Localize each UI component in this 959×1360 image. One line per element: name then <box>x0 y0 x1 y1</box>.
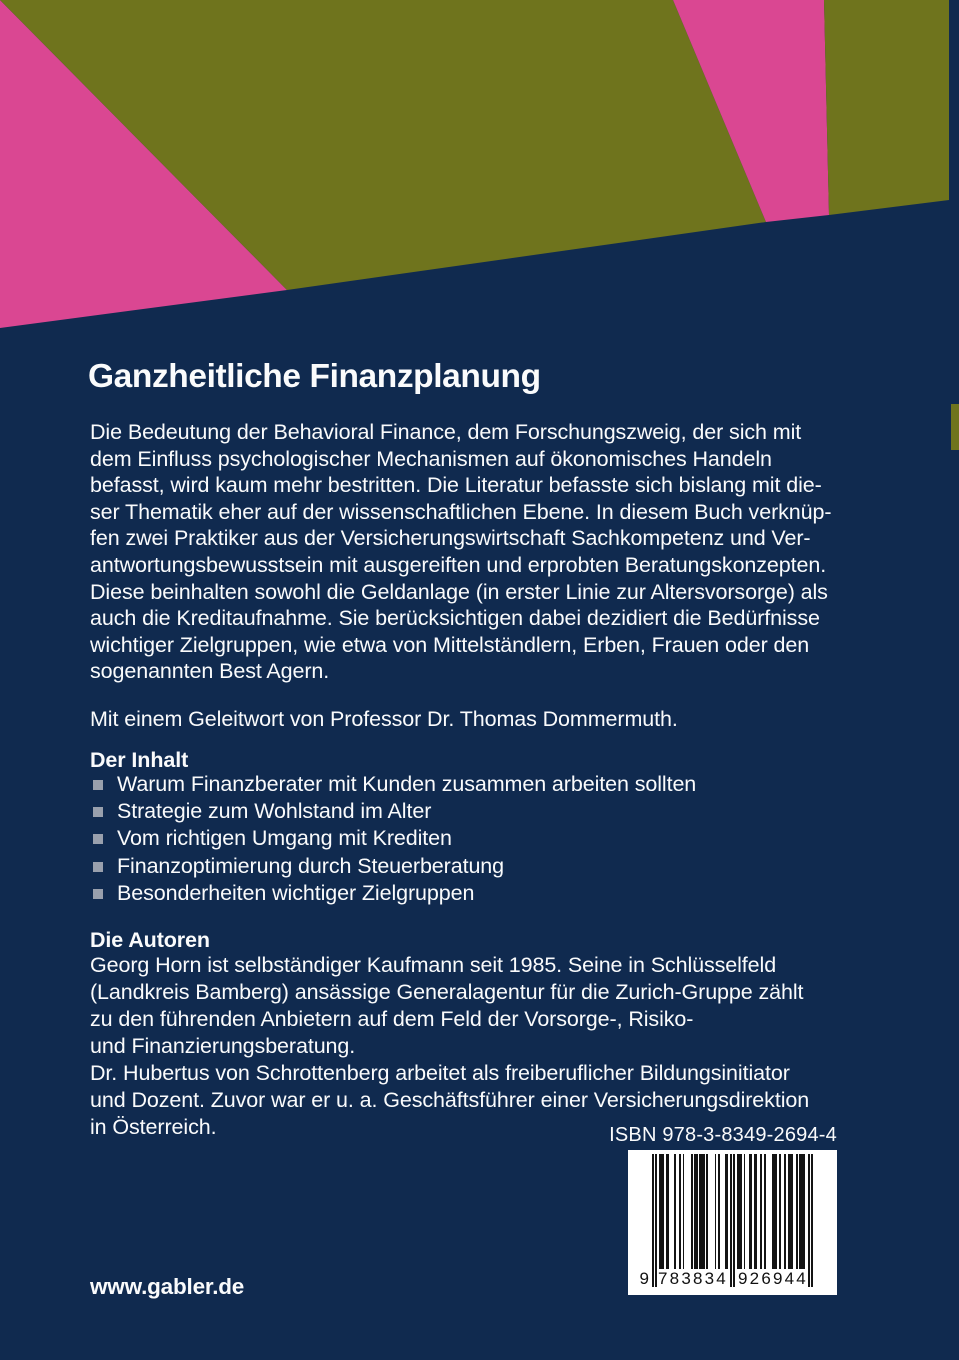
authors-line: in Österreich. <box>90 1115 217 1139</box>
authors-heading: Die Autoren <box>90 928 210 952</box>
authors-paragraph <box>90 952 809 1141</box>
intro-line: sogenannten Best Agern. <box>90 659 330 684</box>
spine-olive-tab <box>951 404 959 450</box>
list-item <box>93 880 696 907</box>
intro-line: dem Einfluss psychologischer Mechanismen auf ökonomisches Handeln <box>90 446 772 471</box>
barcode-group2: 926944 <box>738 1269 808 1288</box>
square-bullet-icon <box>93 834 103 844</box>
book-title: Ganzheitliche Finanzplanung <box>88 358 541 395</box>
foreword-note: Mit einem Geleitwort von Professor Dr. Thomas Dommermuth. <box>90 707 678 731</box>
square-bullet-icon <box>93 807 103 817</box>
authors-line: zu den führenden Anbietern auf dem Feld der Vorsorge-, Risiko- <box>90 1007 694 1031</box>
cover-art-shapes <box>0 0 959 340</box>
publisher-website: www.gabler.de <box>90 1274 245 1299</box>
authors-line: Georg Horn ist selbständiger Kaufmann seit 1985. Seine in Schlüsselfeld <box>90 953 777 977</box>
square-bullet-icon <box>93 862 103 872</box>
authors-line: und Finanzierungsberatung. <box>90 1034 356 1058</box>
square-bullet-icon <box>93 889 103 899</box>
list-item-label: Vom richtigen Umgang mit Krediten <box>117 826 452 851</box>
list-item-label: Strategie zum Wohlstand im Alter <box>117 799 432 824</box>
intro-line: fen zwei Praktiker aus der Versicherungswirtschaft Sachkompetenz und Ver- <box>90 526 811 551</box>
intro-line: befasst, wird kaum mehr bestritten. Die Literatur befasste sich bislang mit die- <box>90 473 822 498</box>
list-item <box>93 771 696 798</box>
square-bullet-icon <box>93 780 103 790</box>
isbn-label: ISBN 978-3-8349-2694-4 <box>609 1124 837 1146</box>
authors-line: Dr. Hubertus von Schrottenberg arbeitet als freiberuflicher Bildungsinitiator <box>90 1061 790 1085</box>
barcode <box>628 1150 837 1295</box>
intro-paragraph <box>90 419 831 685</box>
intro-line: Diese beinhalten sowohl die Geldanlage (in erster Linie zur Altersvorsorge) als <box>90 579 828 604</box>
list-item-label: Besonderheiten wichtiger Zielgruppen <box>117 880 475 905</box>
olive-right-shape <box>824 0 949 215</box>
intro-line: Die Bedeutung der Behavioral Finance, dem Forschungszweig, der sich mit <box>90 420 802 444</box>
list-item-label: Finanzoptimierung durch Steuerberatung <box>117 853 505 878</box>
contents-list <box>93 771 696 907</box>
authors-line: (Landkreis Bamberg) ansässige Generalagentur für die Zurich-Gruppe zählt <box>90 980 804 1004</box>
intro-line: auch die Kreditaufnahme. Sie berücksichtigen dabei dezidiert die Bedürfnisse <box>90 606 820 631</box>
intro-line: antwortungsbewusstsein mit ausgereiften und erprobten Beratungskonzepten. <box>90 552 827 577</box>
list-item <box>93 798 696 825</box>
list-item <box>93 825 696 852</box>
contents-heading: Der Inhalt <box>90 748 189 772</box>
list-item-label: Warum Finanzberater mit Kunden zusammen arbeiten sollten <box>117 772 697 796</box>
barcode-lead-digit: 9 <box>639 1269 649 1288</box>
list-item <box>93 853 696 880</box>
intro-line: ser Thematik eher auf der wissenschaftlichen Ebene. In diesem Buch verknüp- <box>90 499 832 524</box>
intro-line: wichtiger Zielgruppen, wie etwa von Mittelständlern, Erben, Frauen oder den <box>90 632 810 657</box>
barcode-group1: 783834 <box>658 1269 728 1288</box>
authors-line: und Dozent. Zuvor war er u. a. Geschäftsführer einer Versicherungsdirektion <box>90 1088 810 1112</box>
